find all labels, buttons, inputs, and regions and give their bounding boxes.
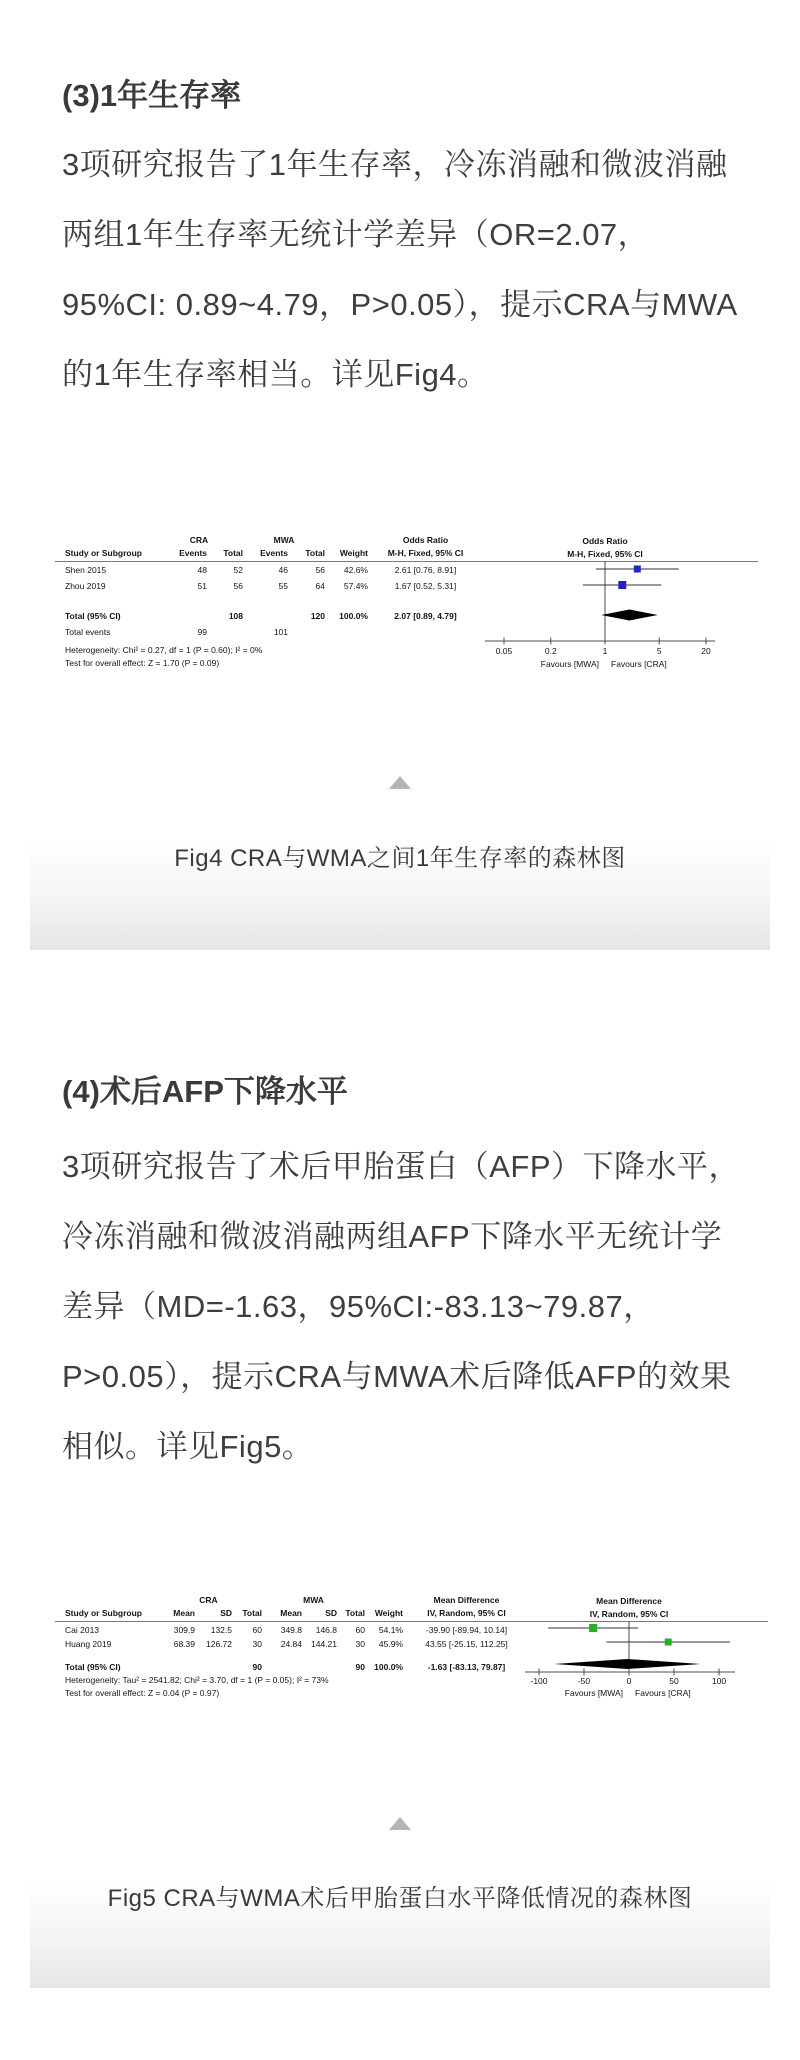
fig4-heterogeneity: Heterogeneity: Chi² = 0.27, df = 1 (P = 0.60); I² = 0% <box>65 645 263 655</box>
fig5-heterogeneity: Heterogeneity: Tau² = 2541.82; Chi² = 3.70, df = 1 (P = 0.05); I² = 73% <box>65 1675 329 1685</box>
fig4-overall-effect: Test for overall effect: Z = 1.70 (P = 0.09) <box>65 658 220 668</box>
fig4-h-events2: Events <box>260 548 288 558</box>
svg-text:-100: -100 <box>530 1676 548 1686</box>
fig4-total-diamond <box>601 610 658 621</box>
fig5-group-cra: CRA <box>199 1595 218 1605</box>
svg-text:20: 20 <box>701 646 711 656</box>
fig4-group-mwa: MWA <box>273 535 295 545</box>
section-4-paragraph: 3项研究报告了术后甲胎蛋白（AFP）下降水平，冷冻消融和微波消融两组AFP下降水平无统计学差异（MD=-1.63，95%CI:-83.13~79.87，P>0.05），提示CRA与MWA术后降低AFP的效果相似。详见Fig5。 <box>62 1149 741 1464</box>
fig5-ci-huang-2019 <box>606 1639 730 1646</box>
fig4-ci-shen-2015 <box>596 566 679 573</box>
fig5-plot-area <box>480 1588 780 1748</box>
fig5-caption-band <box>30 1878 770 1988</box>
fig5-row-huang-2019: Huang 2019 68.39 126.72 30 24.84 144.21 30 45.9% 43.55 [-25.15, 112.25] <box>65 1639 508 1649</box>
fig4-column-header-row <box>65 547 483 561</box>
fig5-forest-plot <box>40 1588 780 1748</box>
svg-text:5: 5 <box>656 646 662 656</box>
fig4-effect-header: Odds Ratio <box>402 535 449 545</box>
svg-text:0.2: 0.2 <box>544 646 557 656</box>
fig4-marker-shen-2015 <box>634 566 641 573</box>
fig4-caption-band <box>30 838 770 950</box>
fig4-marker-zhou-2019 <box>618 581 626 589</box>
fig5-marker-cai-2013 <box>589 1624 597 1632</box>
section-4-heading: (4)术后AFP下降水平 <box>62 1074 348 1109</box>
fig5-table <box>65 1594 530 1677</box>
fig5-total-diamond <box>554 1659 701 1669</box>
svg-text:100: 100 <box>711 1676 727 1686</box>
fig5-ci-cai-2013 <box>548 1624 638 1632</box>
fig5-plot-method-title: IV, Random, 95% CI <box>589 1609 669 1619</box>
svg-text:-50: -50 <box>577 1676 591 1686</box>
fig4-group-cra: CRA <box>189 535 209 545</box>
fig5-spacer-row <box>65 1652 530 1661</box>
fig4-h-events1: Events <box>179 548 207 558</box>
fig5-effect-header: Mean Difference <box>433 1595 500 1605</box>
fig4-plot-method-title: M-H, Fixed, 95% CI <box>567 549 643 559</box>
fig5-x-axis <box>525 1669 735 1687</box>
svg-text:1: 1 <box>602 646 608 656</box>
section-3-paragraph: 3项研究报告了1年生存率，冷冻消融和微波消融两组1年生存率无统计学差异（OR=2.07，95%CI: 0.89~4.79，P>0.05），提示CRA与MWA的1年生存率相当。详见Fig4。 <box>62 147 738 392</box>
svg-text:0: 0 <box>626 1676 632 1686</box>
fig4-spacer-row <box>65 596 483 610</box>
fig4-total-row: Total (95% CI) 108 120 100.0% 2.07 [0.89, 4.79] <box>65 611 457 621</box>
fig5-group-header-row <box>65 1594 530 1607</box>
fig4-h-weight: Weight <box>339 548 368 558</box>
fig4-favours-right: Favours [CRA] <box>611 659 667 669</box>
fig5-column-header-row: Study or Subgroup Mean SD Total Mean SD Total Weight IV, Random, 95% CI <box>65 1608 506 1618</box>
fig5-favours-right: Favours [CRA] <box>635 1688 691 1698</box>
fig4-h-study: Study or Subgroup <box>65 548 142 558</box>
fig4-group-header-row <box>65 534 483 547</box>
fig5-plot-effect-title: Mean Difference <box>596 1596 662 1606</box>
fig4-row-zhou-2019: Zhou 2019 51 56 55 64 57.4% 1.67 [0.52, 5.31] <box>65 581 457 591</box>
fig4-h-total2: Total <box>305 548 325 558</box>
fig4-plot-area <box>470 528 770 680</box>
fig4-plot-effect-title: Odds Ratio <box>582 536 628 546</box>
fig5-total-row: Total (95% CI) 90 90 100.0% -1.63 [-83.13, 79.87] <box>65 1662 506 1672</box>
fig5-group-mwa: MWA <box>303 1595 324 1605</box>
fig4-favours-left: Favours [MWA] <box>540 659 599 669</box>
fig5-caption: Fig5 CRA与WMA术后甲胎蛋白水平降低情况的森林图 <box>107 1885 693 1912</box>
collapse-arrow-icon[interactable] <box>389 776 411 789</box>
fig5-overall-effect: Test for overall effect: Z = 0.04 (P = 0.97) <box>65 1688 220 1698</box>
fig4-ci-zhou-2019 <box>583 581 661 589</box>
fig4-table <box>65 534 483 641</box>
fig4-forest-plot <box>40 528 770 680</box>
fig5-row-cai-2013: Cai 2013 309.9 132.5 60 349.8 146.8 60 54.1% -39.90 [-89.94, 10.14] <box>65 1625 508 1635</box>
fig5-marker-huang-2019 <box>665 1639 672 1646</box>
svg-text:0.05: 0.05 <box>495 646 513 656</box>
svg-text:50: 50 <box>669 1676 679 1686</box>
fig4-h-total1: Total <box>223 548 243 558</box>
fig4-h-method: M-H, Fixed, 95% CI <box>387 548 464 558</box>
fig4-x-axis <box>485 638 715 657</box>
fig4-total-events-row: Total events 99 101 <box>65 627 288 637</box>
fig5-favours-left: Favours [MWA] <box>564 1688 623 1698</box>
section-3-heading: (3)1年生存率 <box>62 78 242 113</box>
fig4-row-shen-2015: Shen 2015 48 52 46 56 42.6% 2.61 [0.76, 8.91] <box>65 565 457 575</box>
fig4-caption: Fig4 CRA与WMA之间1年生存率的森林图 <box>174 845 626 872</box>
collapse-arrow-icon[interactable] <box>389 1817 411 1830</box>
